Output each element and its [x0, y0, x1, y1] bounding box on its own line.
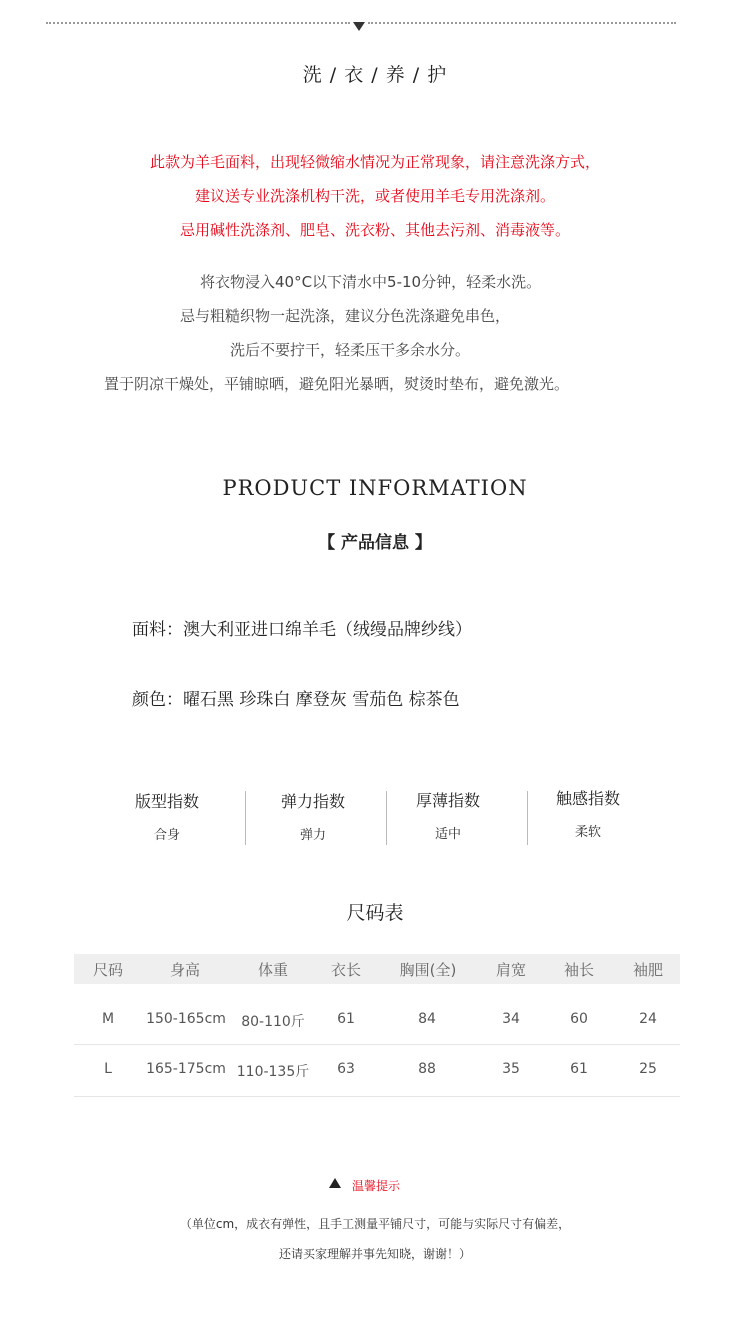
size-cell: 63 [337, 1061, 355, 1077]
size-cell: 61 [337, 1011, 355, 1027]
size-header-cell: 尺码 [92, 961, 123, 979]
tips-line: 还请买家理解并事先知晓，谢谢！） [278, 1247, 471, 1261]
size-cell: 165-175cm [146, 1061, 226, 1077]
size-header-cell: 体重 [257, 961, 288, 979]
size-header-cell: 袖肥 [632, 961, 663, 979]
index-label: 厚薄指数 [415, 791, 480, 810]
fabric-info: 面料：澳大利亚进口绵羊毛（绒缦品牌纱线） [132, 620, 472, 640]
tips-label: 温馨提示 [352, 1179, 401, 1193]
size-cell: M [101, 1011, 115, 1027]
care-instruction-line: 置于阴凉干燥处，平铺晾晒，避免阳光暴晒，熨烫时垫布，避免激光。 [104, 375, 570, 393]
warning-triangle-icon [329, 1178, 341, 1188]
size-cell: 35 [502, 1061, 520, 1077]
index-elasticity [243, 789, 383, 843]
index-label: 触感指数 [555, 789, 620, 808]
care-instruction-line: 洗后不要拧干，轻柔压干多余水分。 [230, 341, 471, 359]
triangle-down-icon [353, 22, 365, 31]
size-header-cell: 衣长 [330, 961, 361, 979]
size-header-cell: 身高 [169, 961, 200, 979]
care-warning-line: 建议送专业洗涤机构干洗，或者使用羊毛专用洗涤剂。 [194, 187, 555, 205]
size-cell: L [104, 1061, 112, 1077]
size-cell: 150-165cm [146, 1011, 226, 1027]
size-cell: 80-110斤 [241, 1014, 305, 1030]
product-info-subtitle: 【 产品信息 】 [318, 533, 432, 553]
index-label: 弹力指数 [280, 792, 345, 811]
tips-line: （单位cm，成衣有弹性，且手工测量平铺尺寸，可能与实际尺寸有偏差， [179, 1217, 571, 1231]
table-row-divider [74, 1044, 680, 1045]
size-table-title: 尺码表 [346, 902, 404, 924]
size-cell: 88 [418, 1061, 436, 1077]
care-instruction-line: 忌与粗糙织物一起洗涤，建议分色洗涤避免串色， [180, 307, 511, 325]
index-value: 柔软 [574, 825, 601, 840]
size-cell: 61 [570, 1061, 588, 1077]
index-label: 版型指数 [134, 792, 199, 811]
care-instruction-line: 将衣物浸入40°C以下清水中5-10分钟，轻柔水洗。 [200, 273, 542, 291]
divider-left [46, 22, 350, 24]
size-cell: 34 [502, 1011, 520, 1027]
index-touch [518, 786, 658, 840]
size-cell: 25 [639, 1061, 657, 1077]
index-value: 弹力 [299, 828, 326, 843]
care-warning-line: 忌用碱性洗涤剂、肥皂、洗衣粉、其他去污剂、消毒液等。 [179, 221, 570, 239]
care-warning-line: 此款为羊毛面料，出现轻微缩水情况为正常现象，请注意洗涤方式， [149, 153, 600, 171]
divider-right [368, 22, 676, 24]
index-value: 合身 [153, 828, 180, 843]
index-value: 适中 [434, 827, 461, 842]
color-info: 颜色：曜石黑 珍珠白 摩登灰 雪茄色 棕茶色 [132, 690, 460, 710]
size-cell: 24 [639, 1011, 657, 1027]
size-header-cell: 胸围(全) [399, 961, 457, 979]
index-thickness [378, 788, 518, 842]
size-header-cell: 肩宽 [495, 961, 526, 979]
table-row-divider [74, 1096, 680, 1097]
size-cell: 60 [570, 1011, 588, 1027]
care-title: 洗 / 衣 / 养 / 护 [302, 64, 448, 86]
product-info-title: PRODUCT INFORMATION [222, 476, 528, 500]
size-cell: 110-135斤 [236, 1064, 310, 1080]
size-header-cell: 袖长 [563, 961, 594, 979]
size-cell: 84 [418, 1011, 436, 1027]
index-fit [97, 789, 237, 843]
